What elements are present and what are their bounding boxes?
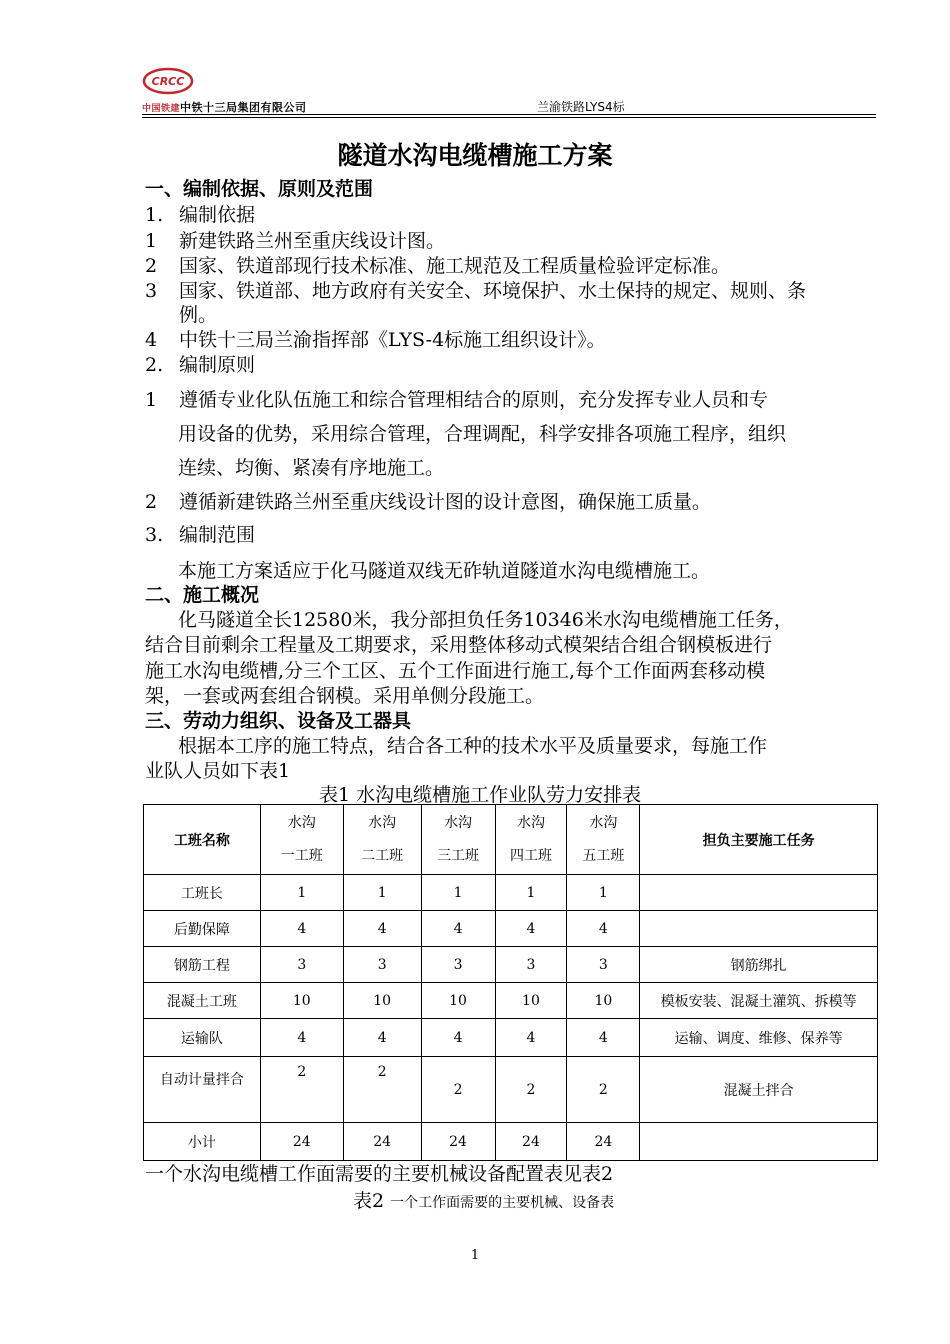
table-row xyxy=(144,947,878,983)
row-name: 小计 xyxy=(144,1123,261,1161)
cell-value: 1 xyxy=(495,875,567,911)
basis-item xyxy=(145,251,730,278)
cell-value: 10 xyxy=(260,983,343,1019)
row-task: 运输、调度、维修、保养等 xyxy=(640,1019,878,1057)
col-header-bottom: 五工班 xyxy=(582,847,625,864)
header-rule-thin xyxy=(142,117,876,118)
cell-value: 4 xyxy=(260,911,343,947)
basis-item-num: 1 xyxy=(145,230,158,252)
row-name: 后勤保障 xyxy=(144,911,261,947)
cell-value: 4 xyxy=(567,911,640,947)
row-task: 钢筋绑扎 xyxy=(640,947,878,983)
principle-item xyxy=(145,385,768,412)
basis-item-text: 例。 xyxy=(179,304,218,326)
basis-heading xyxy=(145,200,255,227)
cell-value: 3 xyxy=(260,947,343,983)
col-header-crew xyxy=(495,805,567,875)
cell-value: 4 xyxy=(567,1019,640,1057)
cell-value: 2 xyxy=(260,1057,343,1123)
col-header-bottom: 二工班 xyxy=(361,847,404,864)
scope-num: 3. xyxy=(145,524,164,546)
table-2-caption-prefix: 表2 xyxy=(353,1190,385,1212)
col-header-crew xyxy=(567,805,640,875)
cell-value: 10 xyxy=(495,983,567,1019)
cell-value: 24 xyxy=(567,1123,640,1161)
section-2-line: 结合目前剩余工程量及工期要求，采用整体移动式模架结合组合钢模板进行 xyxy=(145,634,773,656)
cell-value: 10 xyxy=(421,983,495,1019)
col-header-bottom: 四工班 xyxy=(509,847,552,864)
row-name: 工班长 xyxy=(144,875,261,911)
row-name: 混凝土工班 xyxy=(144,983,261,1019)
cell-value: 2 xyxy=(421,1057,495,1123)
row-task xyxy=(640,1123,878,1161)
cell-value: 4 xyxy=(421,911,495,947)
col-header-top: 水沟 xyxy=(368,814,397,831)
table-row xyxy=(144,1019,878,1057)
cell-value: 10 xyxy=(567,983,640,1019)
page-number: 1 xyxy=(470,1248,480,1263)
basis-item-text: 新建铁路兰州至重庆线设计图。 xyxy=(179,230,446,252)
principle-item-num: 2 xyxy=(145,491,158,513)
labor-table xyxy=(143,804,878,1161)
cell-value: 3 xyxy=(343,947,421,983)
cell-value: 3 xyxy=(495,947,567,983)
col-header-crew xyxy=(421,805,495,875)
section-3-heading: 三、劳动力组织、设备及工器具 xyxy=(145,710,412,732)
cell-value: 2 xyxy=(495,1057,567,1123)
basis-item-text: 中铁十三局兰渝指挥部《LYS-4标施工组织设计》。 xyxy=(179,329,606,351)
basis-item xyxy=(145,226,445,253)
principle-item-text: 遵循专业化队伍施工和综合管理相结合的原则，充分发挥专业人员和专 xyxy=(179,389,769,411)
col-header-crew xyxy=(343,805,421,875)
table-row xyxy=(144,1057,878,1123)
table-row xyxy=(144,983,878,1019)
col-header-bottom: 一工班 xyxy=(280,847,323,864)
page-title: 隧道水沟电缆槽施工方案 xyxy=(337,141,613,170)
row-name: 运输队 xyxy=(144,1019,261,1057)
row-task xyxy=(640,911,878,947)
section-3-line: 业队人员如下表1 xyxy=(145,760,291,782)
header-company xyxy=(142,99,307,115)
section-1-heading: 一、编制依据、原则及范围 xyxy=(145,178,374,200)
principle-item xyxy=(145,487,711,514)
section-3-line: 根据本工序的施工特点，结合各工种的技术水平及质量要求，每施工作 xyxy=(178,735,768,757)
section-2-line: 施工水沟电缆槽,分三个工区、五个工作面进行施工,每个工作面两套移动模 xyxy=(145,660,766,682)
col-header-crew xyxy=(260,805,343,875)
principle-item-cont: 连续、均衡、紧凑有序地施工。 xyxy=(178,457,445,479)
table-1-caption: 表1 水沟电缆槽施工作业队劳力安排表 xyxy=(319,784,642,806)
cell-value: 24 xyxy=(421,1123,495,1161)
col-header-top: 水沟 xyxy=(444,814,473,831)
cell-value: 1 xyxy=(421,875,495,911)
table-row xyxy=(144,911,878,947)
header-rule xyxy=(142,114,876,115)
basis-item-text: 国家、铁道部、地方政府有关安全、环境保护、水土保持的规定、规则、条 xyxy=(179,280,807,302)
col-header-task: 担负主要施工任务 xyxy=(640,805,878,875)
cell-value: 1 xyxy=(260,875,343,911)
col-header-top: 水沟 xyxy=(516,814,545,831)
principle-label: 编制原则 xyxy=(179,354,256,376)
basis-item-text: 国家、铁道部现行技术标准、施工规范及工程质量检验评定标准。 xyxy=(179,255,731,277)
row-task: 模板安装、混凝土灌筑、拆模等 xyxy=(640,983,878,1019)
section-2-line: 化马隧道全长12580米，我分部担负任务10346米水沟电缆槽施工任务， xyxy=(178,609,793,631)
basis-item xyxy=(145,325,606,352)
principle-item-text: 遵循新建铁路兰州至重庆线设计图的设计意图，确保施工质量。 xyxy=(179,491,712,513)
principle-heading xyxy=(145,350,255,377)
section-2-heading: 二、施工概况 xyxy=(145,584,260,606)
basis-item-num: 2 xyxy=(145,255,158,277)
row-name: 自动计量拌合 xyxy=(144,1057,261,1123)
principle-item-num: 1 xyxy=(145,389,158,411)
header-project: 兰渝铁路LYS4标 xyxy=(537,100,625,114)
basis-item-num: 4 xyxy=(145,329,158,351)
cell-value: 4 xyxy=(421,1019,495,1057)
cell-value: 2 xyxy=(567,1057,640,1123)
after-table-text: 一个水沟电缆槽工作面需要的主要机械设备配置表见表2 xyxy=(145,1163,614,1185)
table-row xyxy=(144,875,878,911)
cell-value: 3 xyxy=(421,947,495,983)
row-task: 混凝土拌合 xyxy=(640,1057,878,1123)
table-2-caption xyxy=(353,1186,614,1213)
col-header-top: 水沟 xyxy=(287,814,316,831)
table-2-caption-text: 一个工作面需要的主要机械、设备表 xyxy=(390,1195,615,1211)
principle-item-cont: 用设备的优势，采用综合管理，合理调配，科学安排各项施工程序，组织 xyxy=(178,423,787,445)
col-header-bottom: 三工班 xyxy=(437,847,480,864)
cell-value: 1 xyxy=(343,875,421,911)
table-row xyxy=(144,1123,878,1161)
row-task xyxy=(640,875,878,911)
cell-value: 3 xyxy=(567,947,640,983)
cell-value: 4 xyxy=(495,911,567,947)
cell-value: 4 xyxy=(495,1019,567,1057)
basis-item-num: 3 xyxy=(145,280,158,302)
principle-num: 2. xyxy=(145,354,164,376)
logo-text: CRCC xyxy=(151,75,185,88)
basis-item xyxy=(145,300,217,327)
col-header-team: 工班名称 xyxy=(144,805,261,875)
cell-value: 4 xyxy=(343,1019,421,1057)
crcc-logo xyxy=(142,66,198,102)
row-name: 钢筋工程 xyxy=(144,947,261,983)
cell-value: 4 xyxy=(260,1019,343,1057)
scope-heading xyxy=(145,520,255,547)
scope-label: 编制范围 xyxy=(179,524,256,546)
cell-value: 24 xyxy=(260,1123,343,1161)
cell-value: 10 xyxy=(343,983,421,1019)
basis-label: 编制依据 xyxy=(179,204,256,226)
cell-value: 2 xyxy=(343,1057,421,1123)
cell-value: 24 xyxy=(495,1123,567,1161)
header-company-name: 中铁十三局集团有限公司 xyxy=(180,101,307,114)
basis-item xyxy=(145,276,806,303)
col-header-top: 水沟 xyxy=(589,814,618,831)
cell-value: 24 xyxy=(343,1123,421,1161)
table-header-row xyxy=(144,805,878,875)
scope-text: 本施工方案适应于化马隧道双线无砟轨道隧道水沟电缆槽施工。 xyxy=(178,560,711,582)
cell-value: 4 xyxy=(343,911,421,947)
basis-num: 1. xyxy=(145,204,164,226)
header-company-prefix: 中国铁建 xyxy=(142,104,181,114)
section-2-line: 架，一套或两套组合钢模。采用单侧分段施工。 xyxy=(145,685,545,707)
cell-value: 1 xyxy=(567,875,640,911)
